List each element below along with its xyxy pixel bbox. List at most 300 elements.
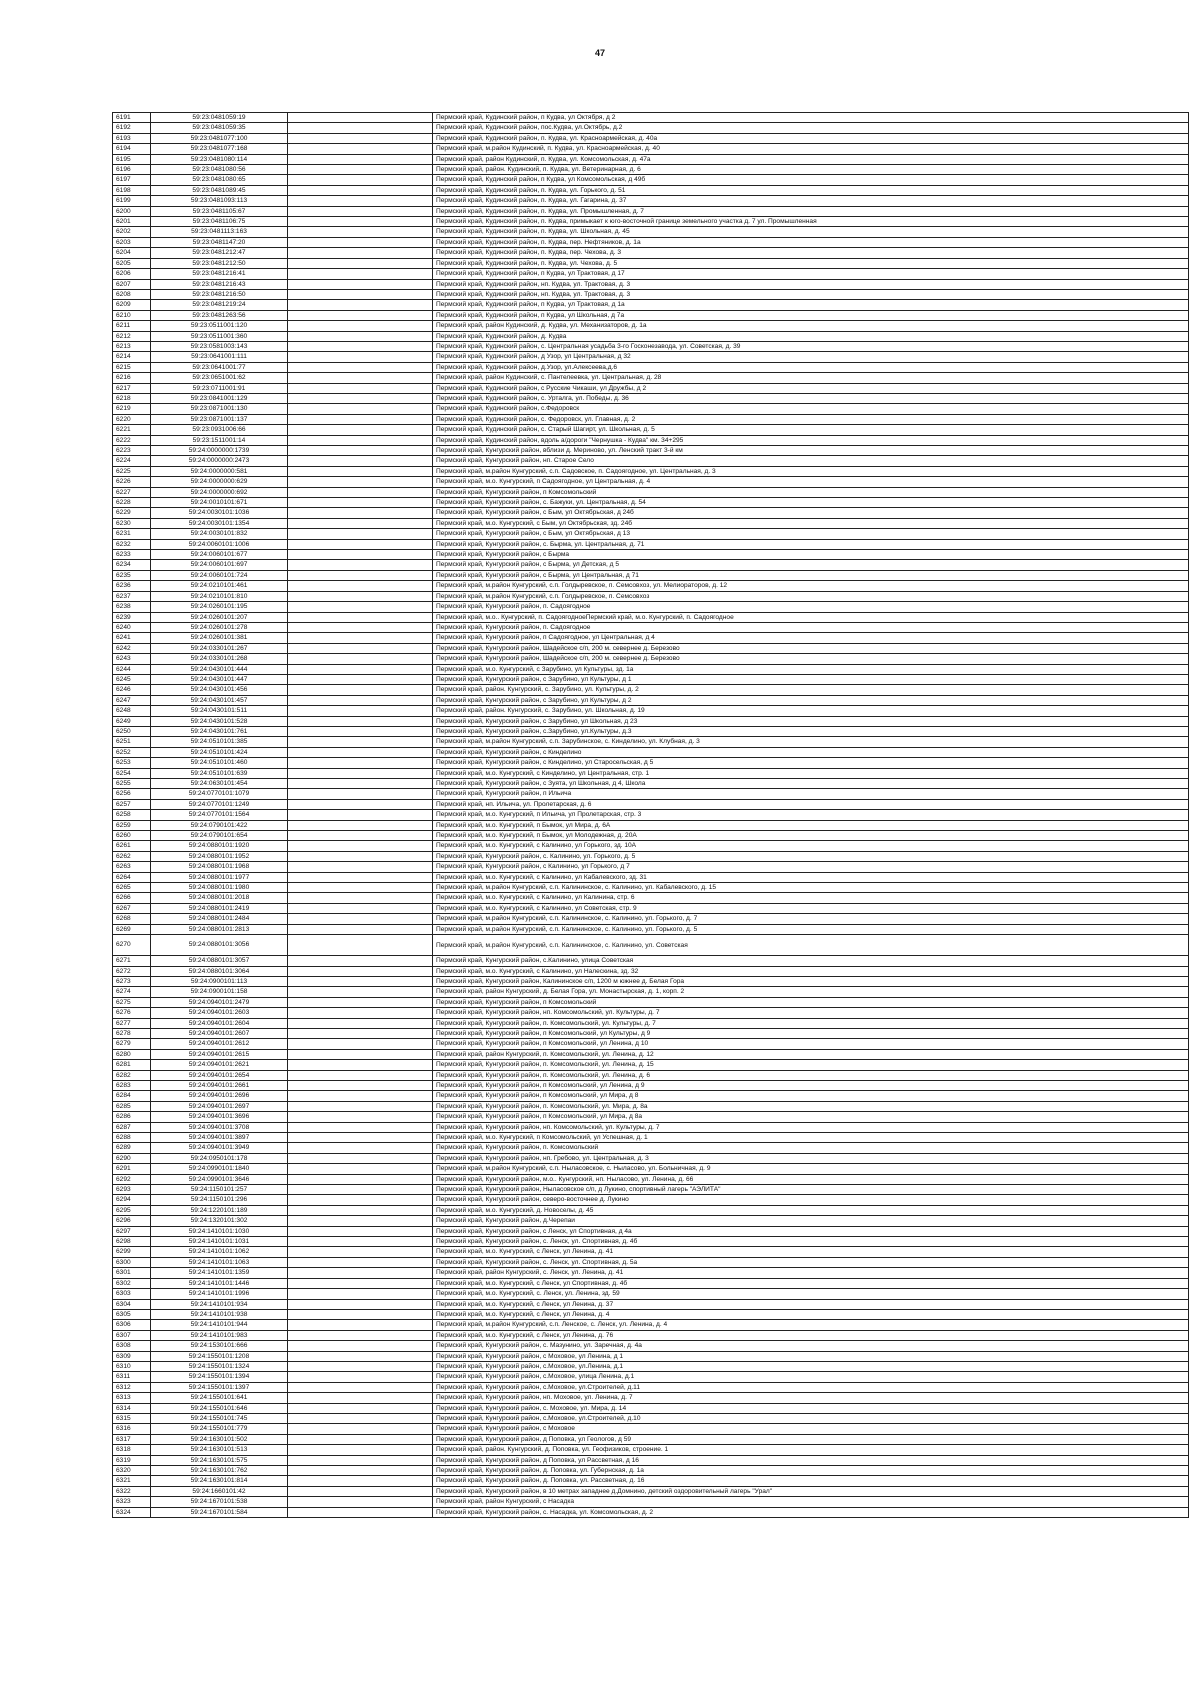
row-number-cell: 6246: [113, 685, 151, 695]
row-number-cell: 6219: [113, 404, 151, 414]
empty-cell: [288, 196, 433, 206]
row-number-cell: 6198: [113, 185, 151, 195]
table-row: [113, 914, 1189, 924]
address-cell: Пермский край, м.о.. Кунгурский, п. СадоягодноеПермский край, м.о. Кунгурский, п. Садоягодное: [433, 612, 1189, 622]
row-number-cell: 6309: [113, 1351, 151, 1361]
registry-table: [112, 112, 1189, 1518]
empty-cell: [288, 872, 433, 882]
cadastral-number-cell: 59:24:1410101:1446: [151, 1278, 288, 1288]
cadastral-number-cell: 59:24:0940101:2612: [151, 1039, 288, 1049]
row-number-cell: 6311: [113, 1372, 151, 1382]
table-row: [113, 737, 1189, 747]
row-number-cell: 6216: [113, 373, 151, 383]
address-cell: Пермский край, Кунгурский район, п Комсомольский, ул Ленина, д 10: [433, 1039, 1189, 1049]
empty-cell: [288, 1070, 433, 1080]
cadastral-number-cell: 59:24:0060101:697: [151, 560, 288, 570]
empty-cell: [288, 1372, 433, 1382]
table-row: [113, 1060, 1189, 1070]
address-cell: Пермский край, Кунгурский район, с. Ленск, ул. Спортивная, д. 4б: [433, 1237, 1189, 1247]
table-row: [113, 539, 1189, 549]
row-number-cell: 6279: [113, 1039, 151, 1049]
empty-cell: [288, 799, 433, 809]
address-cell: Пермский край, Кунгурский район, Ныласовское с/п, д Лукино, спортивный лагерь "АЭЛИТА": [433, 1185, 1189, 1195]
empty-cell: [288, 1466, 433, 1476]
table-row: [113, 1341, 1189, 1351]
cadastral-number-cell: 59:24:0940101:2696: [151, 1091, 288, 1101]
cadastral-number-cell: 59:23:0481106:75: [151, 217, 288, 227]
empty-cell: [288, 456, 433, 466]
address-cell: Пермский край, нп. Ильича, ул. Пролетарская, д. 6: [433, 799, 1189, 809]
address-cell: Пермский край, Кудинский район, п Кудва, ул Комсомольская, д 49б: [433, 175, 1189, 185]
row-number-cell: 6199: [113, 196, 151, 206]
row-number-cell: 6278: [113, 1028, 151, 1038]
row-number-cell: 6211: [113, 321, 151, 331]
empty-cell: [288, 1476, 433, 1486]
row-number-cell: 6289: [113, 1143, 151, 1153]
address-cell: Пермский край, м.о. Кунгурский, п Ильича, ул Пролетарская, стр. 3: [433, 810, 1189, 820]
address-cell: Пермский край, Кудинский район, п Кудва, ул Трактовая, д 1а: [433, 300, 1189, 310]
cadastral-number-cell: 59:24:0880101:1977: [151, 872, 288, 882]
row-number-cell: 6291: [113, 1164, 151, 1174]
cadastral-number-cell: 59:24:1550101:779: [151, 1424, 288, 1434]
cadastral-number-cell: 59:24:0000000:692: [151, 487, 288, 497]
address-cell: Пермский край, Кудинский район, п. Кудва, пер. Чехова, д. 3: [433, 248, 1189, 258]
empty-cell: [288, 466, 433, 476]
cadastral-number-cell: 59:24:0880101:1920: [151, 841, 288, 851]
empty-cell: [288, 1185, 433, 1195]
cadastral-number-cell: 59:23:0481093:113: [151, 196, 288, 206]
table-row: [113, 956, 1189, 966]
cadastral-number-cell: 59:24:0000000:1739: [151, 446, 288, 456]
address-cell: Пермский край, Кунгурский район, с. Ленск, ул. Спортивная, д. 5а: [433, 1257, 1189, 1267]
row-number-cell: 6313: [113, 1393, 151, 1403]
address-cell: Пермский край, Кунгурский район, с Ленск, ул Спортивная, д 4а: [433, 1226, 1189, 1236]
cadastral-number-cell: 59:24:0880101:2813: [151, 924, 288, 934]
address-cell: Пермский край, м.о. Кунгурский, с Ленск, ул Спортивная, д. 4б: [433, 1278, 1189, 1288]
empty-cell: [288, 1486, 433, 1496]
row-number-cell: 6225: [113, 466, 151, 476]
table-row: [113, 664, 1189, 674]
address-cell: Пермский край, район Кудинский, д. Кудва, ул. Механизаторов, д. 1а: [433, 321, 1189, 331]
row-number-cell: 6284: [113, 1091, 151, 1101]
empty-cell: [288, 1445, 433, 1455]
empty-cell: [288, 237, 433, 247]
address-cell: Пермский край, Кунгурский район, с Кинделино, ул Старосельская, д 5: [433, 758, 1189, 768]
address-cell: Пермский край, Кунгурский район, д Поповка, ул Рассветная, д 16: [433, 1455, 1189, 1465]
empty-cell: [288, 1299, 433, 1309]
table-row: [113, 987, 1189, 997]
table-row: [113, 175, 1189, 185]
empty-cell: [288, 966, 433, 976]
table-row: [113, 1205, 1189, 1215]
address-cell: Пермский край, Кунгурский район, с Бырма, ул Детская, д 5: [433, 560, 1189, 570]
row-number-cell: 6296: [113, 1216, 151, 1226]
address-cell: Пермский край, Кунгурский район, Шадейское с/п, 200 м. севернее д. Березово: [433, 654, 1189, 664]
cadastral-number-cell: 59:24:0010101:671: [151, 498, 288, 508]
row-number-cell: 6251: [113, 737, 151, 747]
row-number-cell: 6322: [113, 1486, 151, 1496]
cadastral-number-cell: 59:24:0880101:1980: [151, 883, 288, 893]
address-cell: Пермский край, Кудинский район, п. Кудва, ул. Красноармейская, д. 40а: [433, 133, 1189, 143]
empty-cell: [288, 321, 433, 331]
table-row: [113, 591, 1189, 601]
address-cell: Пермский край, Кунгурский район, нп. Комсомольский, ул. Культуры, д. 7: [433, 1122, 1189, 1132]
row-number-cell: 6204: [113, 248, 151, 258]
row-number-cell: 6200: [113, 206, 151, 216]
empty-cell: [288, 1039, 433, 1049]
empty-cell: [288, 903, 433, 913]
cadastral-number-cell: 59:23:0481216:50: [151, 289, 288, 299]
table-row: [113, 1424, 1189, 1434]
row-number-cell: 6201: [113, 217, 151, 227]
row-number-cell: 6243: [113, 654, 151, 664]
cadastral-number-cell: 59:24:0880101:2484: [151, 914, 288, 924]
table-row: [113, 841, 1189, 851]
empty-cell: [288, 362, 433, 372]
empty-cell: [288, 1268, 433, 1278]
row-number-cell: 6288: [113, 1133, 151, 1143]
row-number-cell: 6287: [113, 1122, 151, 1132]
address-cell: Пермский край, м.район Кудинский, п. Кудва, ул. Красноармейская, д. 40: [433, 144, 1189, 154]
cadastral-number-cell: 59:24:0430101:511: [151, 706, 288, 716]
cadastral-number-cell: 59:23:0481059:19: [151, 113, 288, 123]
address-cell: Пермский край, Кудинский район, вдоль а/дороги "Чернушка - Кудва" км. 34+295: [433, 435, 1189, 445]
address-cell: Пермский край, м.о. Кунгурский, п Бымок, ул Молодежная, д. 20А: [433, 831, 1189, 841]
row-number-cell: 6303: [113, 1289, 151, 1299]
table-row: [113, 883, 1189, 893]
empty-cell: [288, 1424, 433, 1434]
address-cell: Пермский край, Кунгурский район, п Ильича: [433, 789, 1189, 799]
address-cell: Пермский край, Кунгурский район, п Садоягодное, ул Центральная, д 4: [433, 633, 1189, 643]
empty-cell: [288, 487, 433, 497]
row-number-cell: 6308: [113, 1341, 151, 1351]
cadastral-number-cell: 59:24:0900101:113: [151, 976, 288, 986]
table-row: [113, 1403, 1189, 1413]
address-cell: Пермский край, Кунгурский район, с Зарубино, ул Культуры, д 2: [433, 695, 1189, 705]
cadastral-number-cell: 59:24:0940101:2479: [151, 997, 288, 1007]
row-number-cell: 6293: [113, 1185, 151, 1195]
empty-cell: [288, 591, 433, 601]
empty-cell: [288, 768, 433, 778]
registry-body: [113, 113, 1189, 1518]
empty-cell: [288, 1060, 433, 1070]
table-row: [113, 643, 1189, 653]
row-number-cell: 6240: [113, 622, 151, 632]
address-cell: Пермский край, Кунгурский район, с Зарубино, ул Школьная, д 23: [433, 716, 1189, 726]
empty-cell: [288, 1434, 433, 1444]
empty-cell: [288, 165, 433, 175]
table-row: [113, 1164, 1189, 1174]
table-row: [113, 165, 1189, 175]
empty-cell: [288, 758, 433, 768]
table-row: [113, 1268, 1189, 1278]
row-number-cell: 6266: [113, 893, 151, 903]
address-cell: Пермский край, район Кудинский, п. Кудва, ул. Комсомольская, д. 47а: [433, 154, 1189, 164]
address-cell: Пермский край, м.район Кунгурский, с.п. Голдыревское, п. Семсовхоз: [433, 591, 1189, 601]
address-cell: Пермский край, Кудинский район, с. Федоровск, ул. Главная, д. 2: [433, 414, 1189, 424]
empty-cell: [288, 1278, 433, 1288]
table-row: [113, 872, 1189, 882]
empty-cell: [288, 383, 433, 393]
cadastral-number-cell: 59:24:0940101:2604: [151, 1018, 288, 1028]
cadastral-number-cell: 59:24:0940101:2661: [151, 1080, 288, 1090]
address-cell: Пермский край, Кунгурский район, п Комсомольский, ул Культуры, д 9: [433, 1028, 1189, 1038]
table-row: [113, 612, 1189, 622]
cadastral-number-cell: 59:24:1630101:575: [151, 1455, 288, 1465]
cadastral-number-cell: 59:23:0481080:56: [151, 165, 288, 175]
address-cell: Пермский край, м.о. Кунгурский, с Ленск, ул Ленина, д. 4: [433, 1309, 1189, 1319]
row-number-cell: 6295: [113, 1205, 151, 1215]
empty-cell: [288, 737, 433, 747]
table-row: [113, 414, 1189, 424]
table-row: [113, 820, 1189, 830]
address-cell: Пермский край, м.о. Кунгурский, п Садоягодное, ул Центральная, д. 4: [433, 477, 1189, 487]
address-cell: Пермский край, район Кунгурский, с. Ленск, ул. Ленина, д. 41: [433, 1268, 1189, 1278]
cadastral-number-cell: 59:24:0880101:2018: [151, 893, 288, 903]
table-row: [113, 1299, 1189, 1309]
empty-cell: [288, 352, 433, 362]
table-row: [113, 196, 1189, 206]
address-cell: Пермский край, район. Кунгурский, д. Поповка, ул. Геофизиков, строение. 1: [433, 1445, 1189, 1455]
empty-cell: [288, 1216, 433, 1226]
cadastral-number-cell: 59:24:0940101:2621: [151, 1060, 288, 1070]
empty-cell: [288, 956, 433, 966]
table-row: [113, 487, 1189, 497]
cadastral-number-cell: 59:24:1410101:938: [151, 1309, 288, 1319]
address-cell: Пермский край, м.о. Кунгурский, с Зарубино, ул Культуры, зд. 1а: [433, 664, 1189, 674]
address-cell: Пермский край, м.о. Кунгурский, с Калинино, ул Кабалевского, зд. 31: [433, 872, 1189, 882]
row-number-cell: 6234: [113, 560, 151, 570]
empty-cell: [288, 300, 433, 310]
table-row: [113, 654, 1189, 664]
table-row: [113, 1049, 1189, 1059]
cadastral-number-cell: 59:24:0510101:460: [151, 758, 288, 768]
row-number-cell: 6319: [113, 1455, 151, 1465]
row-number-cell: 6285: [113, 1101, 151, 1111]
table-row: [113, 976, 1189, 986]
address-cell: Пермский край, м.о. Кунгурский, д. Новоселы, д. 45: [433, 1205, 1189, 1215]
cadastral-number-cell: 59:24:0940101:3696: [151, 1112, 288, 1122]
cadastral-number-cell: 59:23:0871001:137: [151, 414, 288, 424]
address-cell: Пермский край, Кудинский район, п. Кудва, пер. Нефтяников, д. 1а: [433, 237, 1189, 247]
address-cell: Пермский край, Кунгурский район, м.о.. Кунгурский, нп. Ныласово, ул. Ленина, д. 66: [433, 1174, 1189, 1184]
table-row: [113, 602, 1189, 612]
row-number-cell: 6221: [113, 425, 151, 435]
address-cell: Пермский край, Кунгурский район, с Зарубино, ул Культуры, д 1: [433, 674, 1189, 684]
row-number-cell: 6306: [113, 1320, 151, 1330]
empty-cell: [288, 1028, 433, 1038]
row-number-cell: 6302: [113, 1278, 151, 1288]
row-number-cell: 6264: [113, 872, 151, 882]
empty-cell: [288, 674, 433, 684]
empty-cell: [288, 1393, 433, 1403]
table-row: [113, 1434, 1189, 1444]
address-cell: Пермский край, Кунгурский район, д. Поповка, ул. Рассветная, д. 16: [433, 1476, 1189, 1486]
cadastral-number-cell: 59:24:0260101:207: [151, 612, 288, 622]
empty-cell: [288, 831, 433, 841]
table-row: [113, 352, 1189, 362]
row-number-cell: 6277: [113, 1018, 151, 1028]
row-number-cell: 6202: [113, 227, 151, 237]
address-cell: Пермский край, м.о. Кунгурский, с Ленск, ул Ленина, д. 37: [433, 1299, 1189, 1309]
cadastral-number-cell: 59:24:0260101:381: [151, 633, 288, 643]
empty-cell: [288, 373, 433, 383]
table-row: [113, 831, 1189, 841]
address-cell: Пермский край, Кунгурский район, с. Моховое, ул. Мира, д. 14: [433, 1403, 1189, 1413]
address-cell: Пермский край, Кунгурский район, с Бырма, ул Центральная, д 71: [433, 570, 1189, 580]
table-row: [113, 1070, 1189, 1080]
cadastral-number-cell: 59:23:0481080:65: [151, 175, 288, 185]
cadastral-number-cell: 59:24:1550101:1397: [151, 1382, 288, 1392]
empty-cell: [288, 498, 433, 508]
table-row: [113, 248, 1189, 258]
empty-cell: [288, 529, 433, 539]
row-number-cell: 6297: [113, 1226, 151, 1236]
table-row: [113, 435, 1189, 445]
address-cell: Пермский край, Кудинский район, п. Кудва, ул. Гагарина, д. 37: [433, 196, 1189, 206]
cadastral-number-cell: 59:24:1410101:1359: [151, 1268, 288, 1278]
cadastral-number-cell: 59:24:1150101:257: [151, 1185, 288, 1195]
address-cell: Пермский край, Кудинский район, п. Кудва, примыкает к юго-восточной границе земельного участка д. 7 ул. Промышленная: [433, 217, 1189, 227]
table-row: [113, 425, 1189, 435]
cadastral-number-cell: 59:23:0481219:24: [151, 300, 288, 310]
address-cell: Пермский край, м.о. Кунгурский, с. Ленск, ул. Ленина, зд. 59: [433, 1289, 1189, 1299]
cadastral-number-cell: 59:23:0481059:35: [151, 123, 288, 133]
row-number-cell: 6257: [113, 799, 151, 809]
cadastral-number-cell: 59:24:1630101:814: [151, 1476, 288, 1486]
empty-cell: [288, 414, 433, 424]
table-row: [113, 1476, 1189, 1486]
empty-cell: [288, 518, 433, 528]
row-number-cell: 6237: [113, 591, 151, 601]
cadastral-number-cell: 59:24:0000000:2473: [151, 456, 288, 466]
row-number-cell: 6210: [113, 310, 151, 320]
cadastral-number-cell: 59:23:0481080:114: [151, 154, 288, 164]
table-row: [113, 404, 1189, 414]
cadastral-number-cell: 59:24:0330101:268: [151, 654, 288, 664]
empty-cell: [288, 1289, 433, 1299]
empty-cell: [288, 570, 433, 580]
row-number-cell: 6223: [113, 446, 151, 456]
address-cell: Пермский край, м.о. Кунгурский, с Кинделино, ул Центральная, стр. 1: [433, 768, 1189, 778]
address-cell: Пермский край, Кудинский район, п. Кудва, ул. Промышленная, д. 7: [433, 206, 1189, 216]
address-cell: Пермский край, м.о. Кунгурский, с Калинино, ул Калинина, стр. 6: [433, 893, 1189, 903]
table-row: [113, 893, 1189, 903]
empty-cell: [288, 341, 433, 351]
address-cell: Пермский край, Кунгурский район, с.Моховое, ул.Строителей, д.10: [433, 1413, 1189, 1423]
table-row: [113, 1237, 1189, 1247]
row-number-cell: 6205: [113, 258, 151, 268]
empty-cell: [288, 404, 433, 414]
cadastral-number-cell: 59:23:0481105:67: [151, 206, 288, 216]
empty-cell: [288, 1237, 433, 1247]
row-number-cell: 6324: [113, 1507, 151, 1517]
empty-cell: [288, 685, 433, 695]
empty-cell: [288, 726, 433, 736]
empty-cell: [288, 1174, 433, 1184]
cadastral-number-cell: 59:24:1670101:584: [151, 1507, 288, 1517]
table-row: [113, 758, 1189, 768]
cadastral-number-cell: 59:24:0510101:424: [151, 747, 288, 757]
cadastral-number-cell: 59:24:0510101:385: [151, 737, 288, 747]
cadastral-number-cell: 59:24:1550101:1394: [151, 1372, 288, 1382]
table-row: [113, 550, 1189, 560]
row-number-cell: 6222: [113, 435, 151, 445]
table-row: [113, 310, 1189, 320]
table-row: [113, 1507, 1189, 1517]
table-row: [113, 779, 1189, 789]
table-row: [113, 1195, 1189, 1205]
cadastral-number-cell: 59:24:1660101:42: [151, 1486, 288, 1496]
row-number-cell: 6273: [113, 976, 151, 986]
cadastral-number-cell: 59:23:0481212:47: [151, 248, 288, 258]
table-row: [113, 154, 1189, 164]
table-row: [113, 393, 1189, 403]
cadastral-number-cell: 59:24:0000000:629: [151, 477, 288, 487]
table-row: [113, 1445, 1189, 1455]
row-number-cell: 6213: [113, 341, 151, 351]
cadastral-number-cell: 59:24:0630101:454: [151, 779, 288, 789]
row-number-cell: 6292: [113, 1174, 151, 1184]
cadastral-number-cell: 59:24:1410101:983: [151, 1330, 288, 1340]
table-row: [113, 966, 1189, 976]
empty-cell: [288, 1091, 433, 1101]
empty-cell: [288, 862, 433, 872]
address-cell: Пермский край, Кудинский район, п Кудва, ул Трактовая, д 17: [433, 269, 1189, 279]
table-row: [113, 289, 1189, 299]
table-row: [113, 633, 1189, 643]
address-cell: Пермский край, Кунгурский район, с Зуята, ул Школьная, д 4, Школа: [433, 779, 1189, 789]
cadastral-number-cell: 59:24:1410101:1063: [151, 1257, 288, 1267]
table-row: [113, 331, 1189, 341]
empty-cell: [288, 779, 433, 789]
address-cell: Пермский край, Кунгурский район, п. Садоягодное: [433, 622, 1189, 632]
row-number-cell: 6191: [113, 113, 151, 123]
empty-cell: [288, 1153, 433, 1163]
row-number-cell: 6323: [113, 1497, 151, 1507]
row-number-cell: 6224: [113, 456, 151, 466]
row-number-cell: 6227: [113, 487, 151, 497]
table-row: [113, 383, 1189, 393]
row-number-cell: 6312: [113, 1382, 151, 1392]
address-cell: Пермский край, Кунгурский район, нп. Комсомольский, ул. Культуры, д. 7: [433, 1008, 1189, 1018]
empty-cell: [288, 206, 433, 216]
cadastral-number-cell: 59:24:1410101:1996: [151, 1289, 288, 1299]
row-number-cell: 6261: [113, 841, 151, 851]
empty-cell: [288, 435, 433, 445]
row-number-cell: 6304: [113, 1299, 151, 1309]
address-cell: Пермский край, Кудинский район, нп. Кудва, ул. Трактовая, д. 3: [433, 289, 1189, 299]
address-cell: Пермский край, м.район Кунгурский, с.п. Калининское, с. Калинино, ул. Горького, д. 7: [433, 914, 1189, 924]
table-row: [113, 498, 1189, 508]
empty-cell: [288, 1403, 433, 1413]
row-number-cell: 6305: [113, 1309, 151, 1319]
table-row: [113, 1497, 1189, 1507]
table-row: [113, 1278, 1189, 1288]
table-row: [113, 851, 1189, 861]
cadastral-number-cell: 59:24:0430101:444: [151, 664, 288, 674]
row-number-cell: 6274: [113, 987, 151, 997]
cadastral-number-cell: 59:24:0940101:3897: [151, 1133, 288, 1143]
address-cell: Пермский край, Кунгурский район, в 10 метрах западнее д.Домнино, детский оздоровительный лагерь "Урал": [433, 1486, 1189, 1496]
cadastral-number-cell: 59:24:0900101:158: [151, 987, 288, 997]
cadastral-number-cell: 59:24:0770101:1249: [151, 799, 288, 809]
table-row: [113, 1455, 1189, 1465]
address-cell: Пермский край, Кунгурский район, с Моховое: [433, 1424, 1189, 1434]
empty-cell: [288, 1226, 433, 1236]
cadastral-number-cell: 59:24:0990101:1840: [151, 1164, 288, 1174]
row-number-cell: 6268: [113, 914, 151, 924]
